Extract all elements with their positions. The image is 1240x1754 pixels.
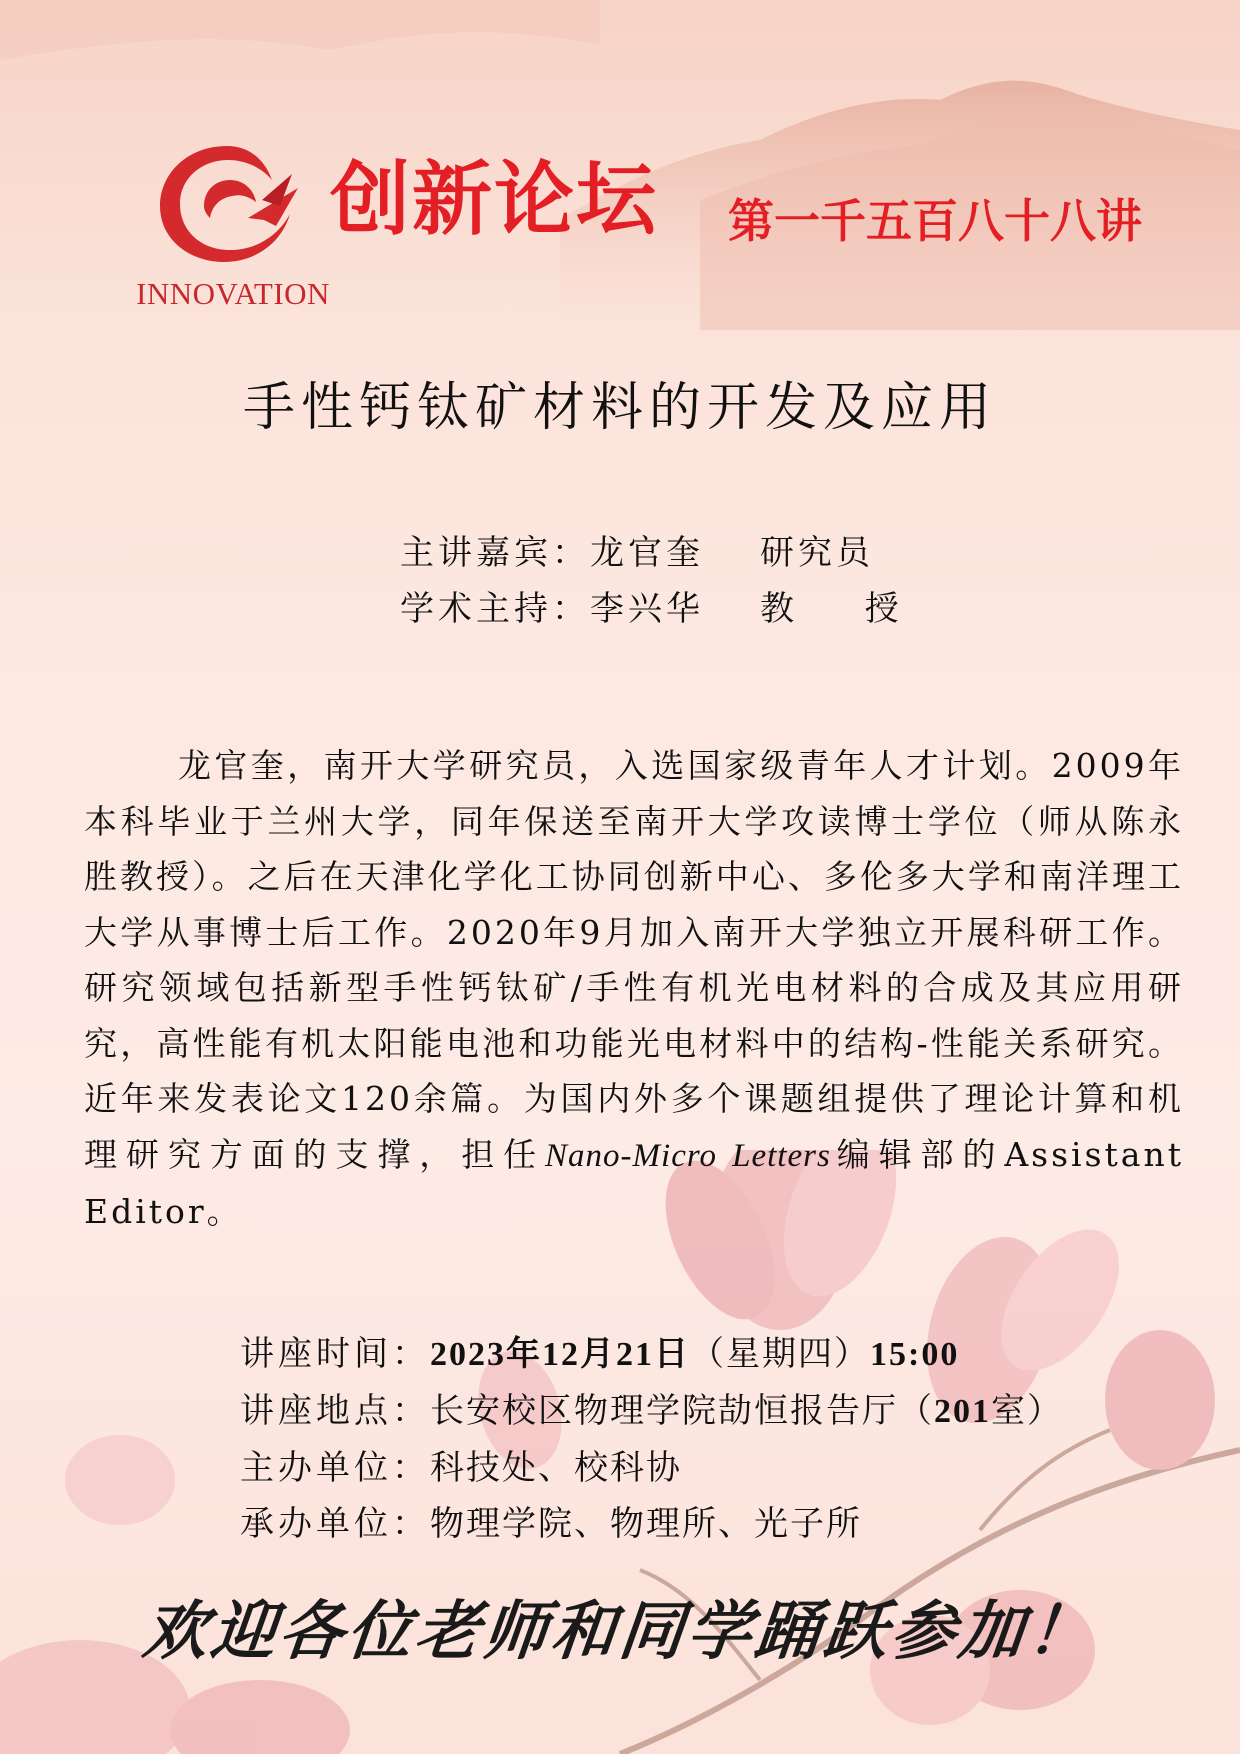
place-value [430, 1383, 1063, 1440]
lecture-number: 第一千五百八十八讲 [728, 194, 1142, 248]
host-label: 学术主持： [400, 589, 590, 629]
co-organizer-value: 物理学院、物理所、光子所 [430, 1504, 862, 1544]
speaker-label: 主讲嘉宾： [400, 533, 590, 573]
speaker-bio [84, 738, 1184, 1240]
time-clock: 15:00 [870, 1336, 960, 1373]
speaker-title: 研究员 [760, 533, 874, 573]
bio-text-part2: 编辑部的Assistant Editor。 [84, 1134, 1184, 1231]
place-row [240, 1383, 1063, 1440]
host-title: 教 授 [760, 589, 929, 629]
forum-title: 创新论坛 [330, 153, 658, 246]
people-block [400, 525, 929, 637]
event-info [240, 1326, 1063, 1552]
speaker-row [400, 525, 929, 581]
host-row [400, 581, 929, 637]
place-room: 201 [934, 1393, 991, 1430]
innovation-logo [118, 140, 348, 315]
time-row [240, 1326, 1063, 1383]
host-name: 李兴华 [590, 589, 704, 629]
journal-name: Nano-Micro Letters [545, 1137, 831, 1174]
time-value [430, 1326, 959, 1383]
co-organizer-row [240, 1496, 1063, 1552]
innovation-swirl-icon [152, 140, 302, 265]
place-suffix: 室） [991, 1391, 1063, 1431]
welcome-slogan: 欢迎各位老师和同学踊跃参加！ [139, 1594, 1100, 1669]
place-label: 讲座地点： [240, 1391, 430, 1431]
lecture-topic: 手性钙钛矿材料的开发及应用 [242, 378, 997, 438]
time-date: 2023年12月21日 [430, 1336, 690, 1373]
time-label: 讲座时间： [240, 1334, 430, 1374]
co-organizer-label: 承办单位： [240, 1504, 430, 1544]
organizer-value: 科技处、校科协 [430, 1448, 682, 1488]
time-weekday: （星期四） [690, 1334, 870, 1374]
organizer-label: 主办单位： [240, 1448, 430, 1488]
bio-text-part1: 龙官奎，南开大学研究员，入选国家级青年人才计划。2009年本科毕业于兰州大学，同年保送至南开大学攻读博士学位（师从陈永胜教授）。之后在天津化学化工协同创新中心、多伦多大学和南洋理工大学从事博士后工作。2020年9月加入南开大学独立开展科研工作。研究领域包括新型手性钙钛矿/手性有机光电材料的合成及其应用研究，高性能有机太阳能电池和功能光电材料中的结构-性能关系研究。近年来发表论文120余篇。为国内外多个课题组提供了理论计算和机理研究方面的支撑，担任 [84, 746, 1184, 1174]
speaker-name: 龙官奎 [590, 533, 704, 573]
place-text: 长安校区物理学院劼恒报告厅（ [430, 1391, 934, 1431]
logo-text: INNOVATION [136, 276, 330, 311]
organizer-row [240, 1440, 1063, 1496]
